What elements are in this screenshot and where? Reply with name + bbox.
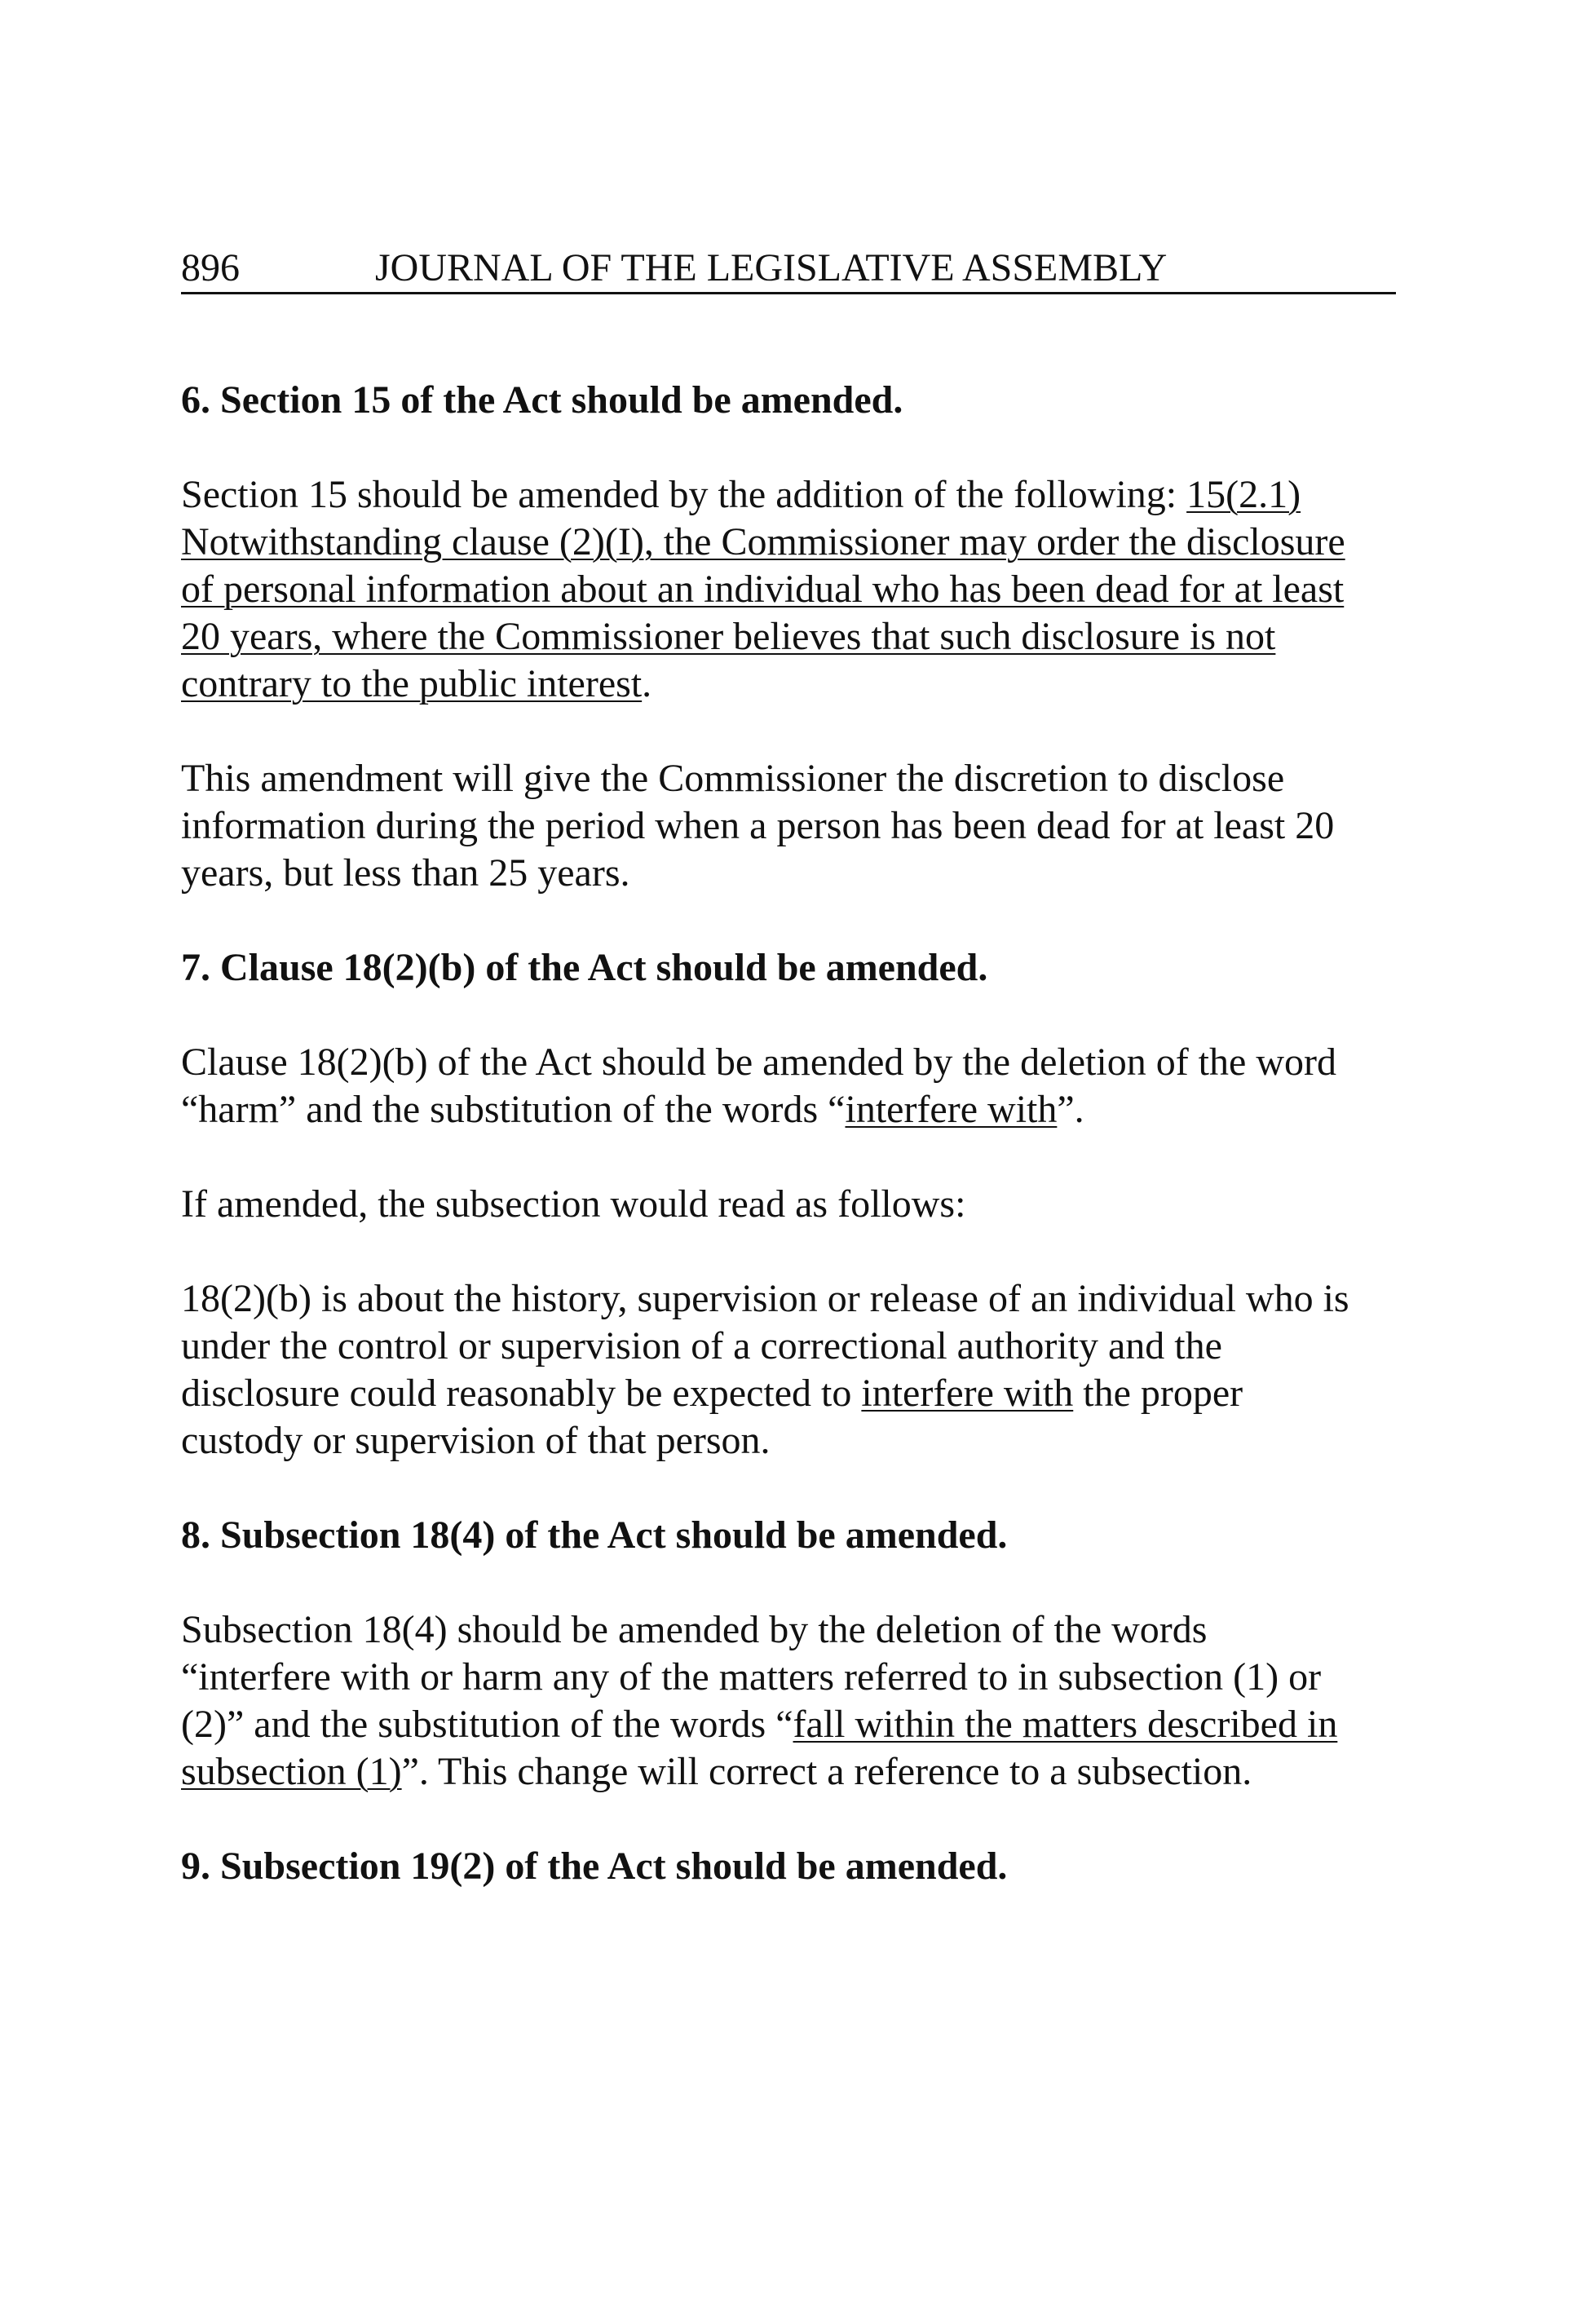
section-8-underlined-words: fall within the matters described in subsection (1)	[181, 1703, 1338, 1793]
section-7-p3-underlined-words: interfere with	[861, 1372, 1074, 1415]
section-9-heading: 9. Subsection 19(2) of the Act should be amended.	[181, 1845, 1008, 1888]
section-8-text-b: ”. This change will correct a reference to a subsection.	[401, 1750, 1252, 1793]
section-6-text-a: Section 15 should be amended by the addition of the following:	[181, 473, 1187, 516]
page-header	[181, 245, 1396, 294]
section-7-paragraph-3	[181, 1275, 1396, 1465]
document-page	[181, 0, 1396, 2324]
section-8-heading: 8. Subsection 18(4) of the Act should be amended.	[181, 1513, 1008, 1557]
section-8-paragraph-1	[181, 1606, 1396, 1796]
section-7-heading: 7. Clause 18(2)(b) of the Act should be amended.	[181, 946, 988, 989]
section-7-text-a: Clause 18(2)(b) of the Act should be amended by the deletion of the word “harm” and the substitution of the words “	[181, 1040, 1336, 1131]
section-6-paragraph-1	[181, 471, 1396, 708]
section-7-paragraph-1	[181, 1039, 1396, 1133]
page-number: 896	[181, 246, 240, 289]
section-7-paragraph-2: If amended, the subsection would read as follows:	[181, 1182, 966, 1226]
section-6-underlined-amendment: 15(2.1) Notwithstanding clause (2)(I), the Commissioner may order the disclosure of personal information about an individual who has been dead for at least 20 years, where the Commissioner believes that such disclosure is not contrary to the public interest	[181, 473, 1345, 705]
section-6-paragraph-2: This amendment will give the Commissioner the discretion to disclose information during the period when a person has been dead for at least 20 years, but less than 25 years.	[181, 757, 1335, 895]
section-6-text-b: .	[642, 662, 652, 705]
section-7-underlined-words: interfere with	[845, 1088, 1058, 1131]
section-7-text-b: ”.	[1057, 1088, 1084, 1131]
section-8-text-a: Subsection 18(4) should be amended by the deletion of the words “interfere with or harm any of the matters referred to in subsection (1) or (2)” and the substitution of the words “	[181, 1608, 1322, 1746]
running-head: JOURNAL OF THE LEGISLATIVE ASSEMBLY	[375, 246, 1168, 289]
section-6-heading: 6. Section 15 of the Act should be amended.	[181, 378, 903, 422]
section-7-p3-text-a: 18(2)(b) is about the history, supervision or release of an individual who is under the control or supervision of a correctional authority and the disclosure could reasonably be expected to	[181, 1277, 1349, 1415]
document-body	[181, 377, 1396, 1937]
section-7-p3-text-b: the proper custody or supervision of that person.	[181, 1372, 1243, 1462]
